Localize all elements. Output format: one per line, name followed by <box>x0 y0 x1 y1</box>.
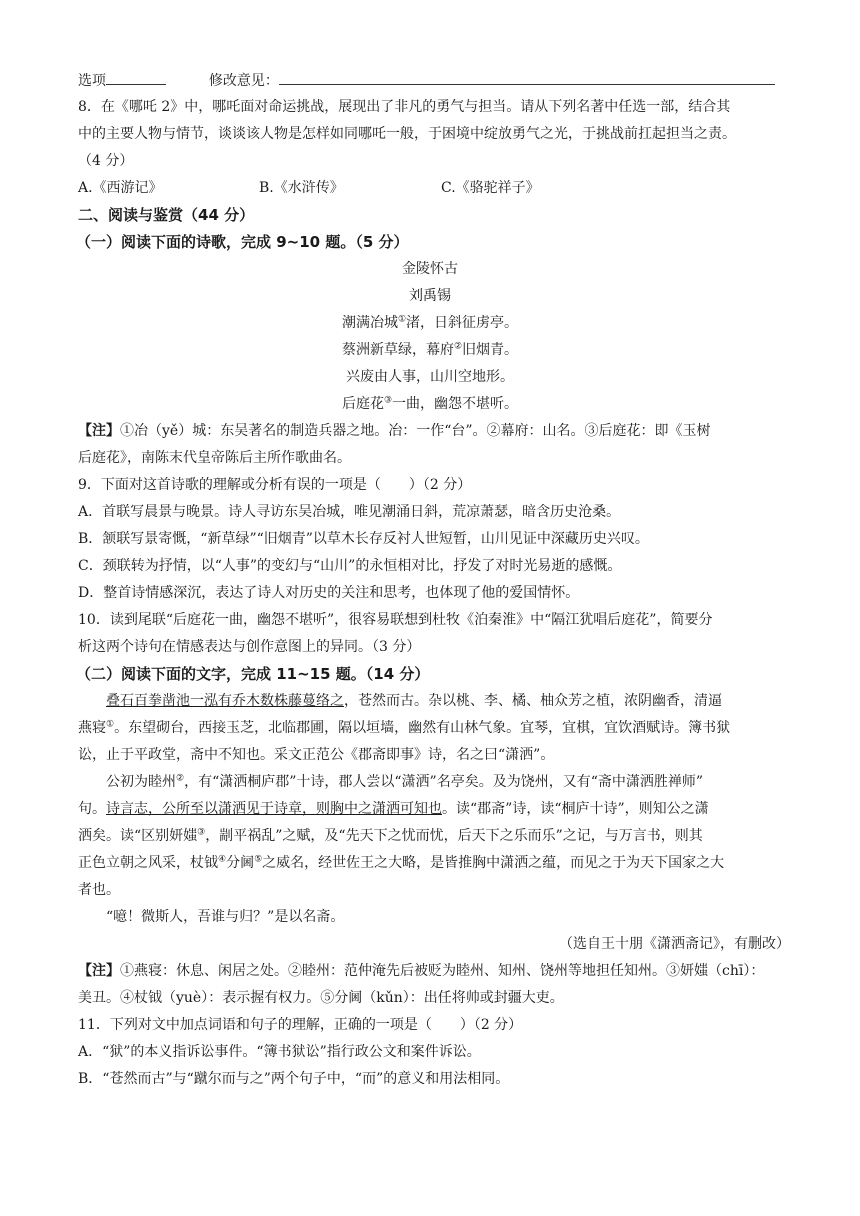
passage-p2-line3: 洒矣。读“区别妍媸③，剬平祸乱”之赋，及“先天下之忧而忧，后天下之乐而乐”之记，与万言书，则其 <box>78 827 703 844</box>
poem-line-4: 后庭花③一曲，幽怨不堪听。 <box>341 395 519 412</box>
revise-label: 修改意见： <box>208 73 279 89</box>
passage-p1-line2: 燕寝①。东望砌台，西接玉芝，北临郡圃，隔以垣墙，幽然有山林气象。宜琴，宜棋，宜饮酒赋诗。簿书狱 <box>78 719 731 736</box>
q8-option-c: C.《骆驼祥子》 <box>441 180 540 196</box>
option-blank[interactable] <box>106 70 166 85</box>
q10-line1: 10．读到尾联“后庭花一曲，幽怨不堪听”，很容易联想到杜牧《泊秦淮》中“隔江犹唱后庭花”，简要分 <box>78 612 713 628</box>
poem-author: 刘禹锡 <box>409 288 451 304</box>
q8-option-b: B.《水浒传》 <box>259 180 344 196</box>
poem-note-line2: 后庭花》，南陈末代皇帝陈后主所作歌曲名。 <box>78 450 351 466</box>
passage-p2-line2: 句。诗言志，公所至以潇洒见于诗章，则胸中之潇洒可知也。读“郡斋”诗，读“桐庐十诗”，则知公之潇 <box>78 801 709 817</box>
q8-option-a: A.《西游记》 <box>78 180 163 196</box>
q11-option-a: A．“狱”的本义指诉讼事件。“簿书狱讼”指行政公文和案件诉讼。 <box>78 1044 481 1060</box>
q8-line3: （4 分） <box>78 153 134 169</box>
q8-options <box>78 178 790 198</box>
passage-p3: “噫！微斯人，吾谁与归？”是以名斋。 <box>106 909 345 925</box>
q9-option-a: A．首联写晨景与晚景。诗人寻访东吴冶城，唯见潮涌日斜，荒凉萧瑟，暗含历史沧桑。 <box>78 504 621 520</box>
option-label: 选项 <box>78 73 106 89</box>
passage-p1-line1: 叠石百拳凿池一泓有乔木数株藤蔓络之，苍然而古。杂以桃、李、橘、柚众芳之植，浓阴幽香，清逼 <box>106 693 722 709</box>
underlined-sentence-2: 诗言志，公所至以潇洒见于诗章，则胸中之潇洒可知也 <box>106 801 442 817</box>
q9-option-d: D．整首诗情感深沉，表达了诗人对历史的关注和思考，也体现了他的爱国情怀。 <box>78 585 580 601</box>
poem-title: 金陵怀古 <box>402 261 458 277</box>
q9-option-b: B．颔联写景寄慨，“新草绿”“旧烟青”以草木长存反衬人世短暂，山川见证中深藏历史兴叹。 <box>78 531 649 547</box>
q7-answer-line <box>78 70 790 91</box>
passage-p2-line1: 公初为睦州②，有“潇洒桐庐郡”十诗，郡人尝以“潇洒”名亭矣。及为饶州，又有“斋中潇洒胜禅师” <box>106 773 704 790</box>
poem-line-2: 蔡洲新草绿，幕府②旧烟青。 <box>341 341 519 358</box>
passage-note-line2: 美丑。④杖钺（yuè）：表示握有权力。⑤分阃（kǔn）：出任将帅或封疆大吏。 <box>78 990 564 1006</box>
q11-option-b: B．“苍然而古”与“蹴尔而与之”两个句子中，“而”的意义和用法相同。 <box>78 1071 510 1087</box>
passage-note-line1: 【注】①燕寝：休息、闲居之处。②睦州：范仲淹先后被贬为睦州、知州、饶州等地担任知州。③妍媸（chī）： <box>78 963 765 979</box>
q8-line1: 8．在《哪吒 2》中，哪吒面对命运挑战，展现出了非凡的勇气与担当。请从下列名著中任选一部，结合其 <box>78 99 731 115</box>
revise-blank[interactable] <box>279 70 775 85</box>
q10-line2: 析这两个诗句在情感表达与创作意图上的异同。（3 分） <box>78 639 421 655</box>
q8-line2: 中的主要人物与情节，谈谈该人物是怎样如同哪吒一般，于困境中绽放勇气之光，于挑战前扛起担当之责。 <box>78 126 736 142</box>
underlined-sentence-1: 叠石百拳凿池一泓有乔木数株藤蔓络之 <box>106 693 344 709</box>
q9-option-c: C．颈联转为抒情，以“人事”的变幻与“山川”的永恒相对比，抒发了对时光易逝的感慨。 <box>78 558 622 574</box>
poem-line-1: 潮满冶城①渚，日斜征虏亭。 <box>341 314 519 331</box>
section2-heading: 二、阅读与鉴赏（44 分） <box>78 206 255 224</box>
q9-stem: 9．下面对这首诗歌的理解或分析有误的一项是（ ）（2 分） <box>78 477 472 493</box>
passage-p2-line5: 者也。 <box>78 882 120 898</box>
passage-p1-line3: 讼，止于平政堂，斋中不知也。采文正范公《郡斋即事》诗，名之曰“潇洒”。 <box>78 747 555 763</box>
passage-p2-line4: 正色立朝之风采，杖钺④分阃⑤之威名，经世佐王之大略，是皆推胸中潇洒之蕴，而见之于为天下国家之大 <box>78 854 725 871</box>
poem-line-3: 兴废由人事，山川空地形。 <box>346 369 514 385</box>
q11-stem: 11．下列对文中加点词语和句子的理解，正确的一项是（ ）（2 分） <box>78 1017 523 1033</box>
part2-heading: （二）阅读下面的文字，完成 11~15 题。（14 分） <box>76 665 430 683</box>
poem-note-line1: 【注】①冶（yě）城：东吴著名的制造兵器之地。冶：一作“台”。②幕府：山名。③后庭花：即《玉树 <box>78 423 711 439</box>
passage-source: （选自王十朋《潇洒斋记》，有删改） <box>559 936 790 952</box>
part1-heading: （一）阅读下面的诗歌，完成 9~10 题。（5 分） <box>76 233 409 251</box>
